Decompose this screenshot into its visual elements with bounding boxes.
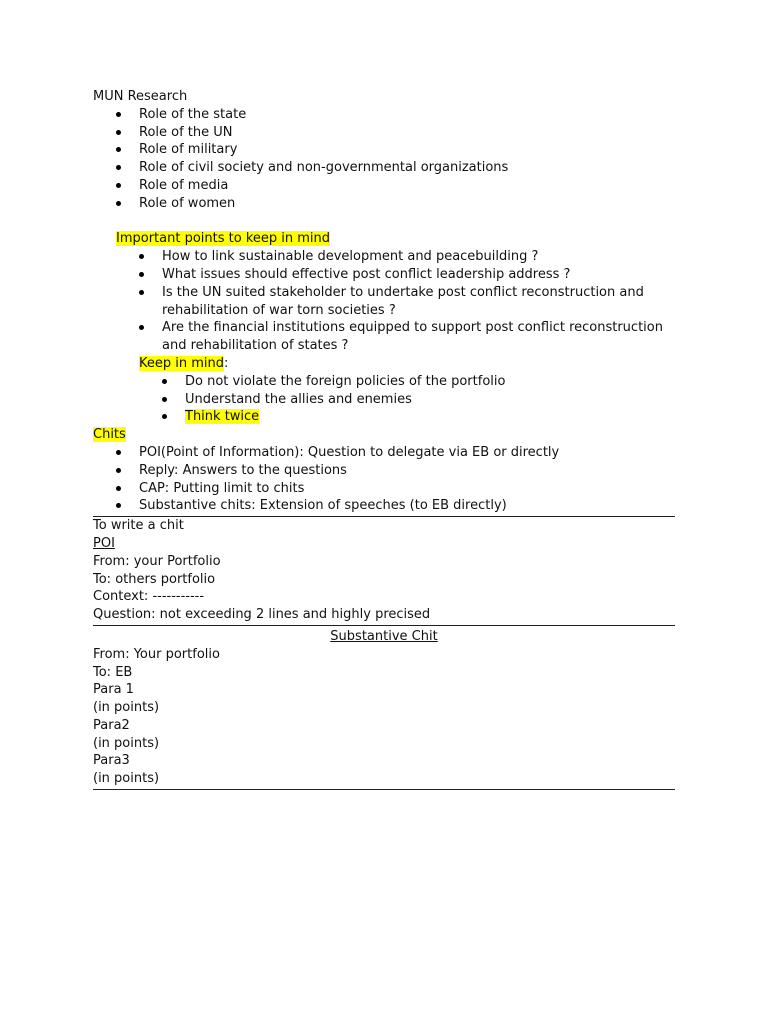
list-item: How to link sustainable development and peacebuilding ? (116, 248, 675, 266)
list-item: Role of the state (93, 106, 675, 124)
keep-in-mind-row (93, 355, 675, 373)
list-item: Is the UN suited stakeholder to undertake post conflict reconstruction and rehabilitation of war torn societies ? (116, 284, 675, 320)
think-twice-text: Think twice (185, 409, 260, 425)
poi-context: Context: ----------- (93, 589, 205, 605)
list-item: Role of the UN (93, 124, 675, 142)
blank-line (93, 213, 675, 231)
chits-heading: Chits (93, 427, 126, 443)
divider (93, 625, 675, 626)
list-item: Are the financial institutions equipped to support post conflict reconstruction and rehabilitation of states ? (116, 319, 675, 355)
poi-to: To: others portfolio (93, 571, 216, 587)
poi-intro: To write a chit (93, 518, 184, 534)
poi-from: From: your Portfolio (93, 553, 221, 569)
poi-question: Question: not exceeding 2 lines and highly precised (93, 607, 431, 623)
keep-in-mind-list (139, 373, 675, 426)
substantive-para-2-note: (in points) (93, 735, 160, 751)
poi-heading: POI (93, 535, 115, 551)
document-title: MUN Research (93, 89, 188, 104)
list-item: Role of civil society and non-governmental organizations (93, 159, 675, 177)
substantive-para-1: Para 1 (93, 682, 134, 698)
keep-in-mind-colon: : (224, 355, 229, 371)
list-item: Understand the allies and enemies (139, 391, 675, 409)
list-item: Role of military (93, 141, 675, 159)
substantive-heading-row (93, 628, 675, 646)
list-item: Do not violate the foreign policies of the portfolio (139, 373, 675, 391)
important-heading: Important points to keep in mind (116, 231, 331, 247)
substantive-para-3: Para3 (93, 753, 130, 769)
chits-heading-row (93, 426, 675, 444)
list-item: Substantive chits: Extension of speeches (to EB directly) (93, 497, 675, 515)
list-item: What issues should effective post conflict leadership address ? (116, 266, 675, 284)
roles-list (93, 106, 675, 213)
substantive-from: From: Your portfolio (93, 646, 220, 662)
substantive-para-1-note: (in points) (93, 700, 160, 716)
substantive-para-3-note: (in points) (93, 771, 160, 787)
substantive-heading: Substantive Chit (330, 628, 438, 644)
substantive-to: To: EB (93, 664, 133, 680)
divider (93, 789, 675, 790)
substantive-para-2: Para2 (93, 717, 130, 733)
important-points-list (116, 248, 675, 355)
list-item: Role of media (93, 177, 675, 195)
list-item-highlighted (139, 408, 675, 426)
list-item: Role of women (93, 195, 675, 213)
list-item: POI(Point of Information): Question to delegate via EB or directly (93, 444, 675, 462)
keep-in-mind-label: Keep in mind (139, 355, 225, 371)
document-content (93, 88, 675, 790)
chits-list (93, 444, 675, 515)
list-item: Reply: Answers to the questions (93, 462, 675, 480)
important-heading-row (93, 230, 675, 248)
list-item: CAP: Putting limit to chits (93, 480, 675, 498)
